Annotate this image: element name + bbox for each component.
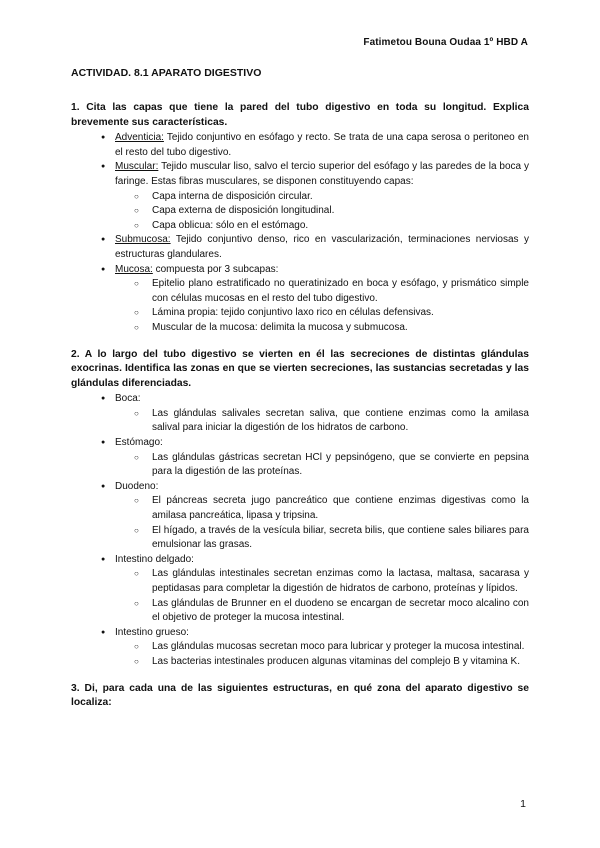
zone-sublist <box>115 494 529 552</box>
zone-boca <box>115 392 529 436</box>
list-item: ○ Las glándulas gástricas secretan HCl y pepsinógeno, que se convierte en pepsina para la digestión de las proteínas. <box>152 451 529 480</box>
list-item: ○ Las glándulas de Brunner en el duodeno se encargan de secretar moco alcalino con el objetivo de proteger la mucosa intestinal. <box>152 597 529 626</box>
zone-sublist <box>115 407 529 436</box>
list-item: ○ El páncreas secreta jugo pancreático que contiene enzimas digestivas como la amilasa pancreática, lipasa y tripsina. <box>152 494 529 523</box>
layer-text: compuesta por 3 subcapas: <box>152 263 279 275</box>
layer-submucosa <box>115 233 529 262</box>
layers-list <box>71 131 529 335</box>
layer-muscular <box>115 160 529 233</box>
list-item: ○ Las glándulas salivales secretan saliva, que contiene enzimas como la amilasa salival para iniciar la digestión de los hidratos de carbono. <box>152 407 529 436</box>
list-item: ○ Epitelio plano estratificado no queratinizado en boca y esófago, y prismático simple con células mucosas en el resto del tubo digestivo. <box>152 277 529 306</box>
layer-text: Tejido muscular liso, salvo el tercio superior del esófago y las paredes de la boca y faringe. Estas fibras musculares, se disponen constituyendo capas: <box>115 161 529 187</box>
zone-sublist <box>115 567 529 625</box>
list-item: ○ Las glándulas intestinales secretan enzimas como la lactasa, maltasa, sacarasa y peptidasas para completar la digestión de hidratos de carbono, proteínas y lípidos. <box>152 567 529 596</box>
question-3: 3. Di, para cada una de las siguientes estructuras, en qué zona del aparato digestivo se localiza: <box>71 682 529 709</box>
secretions-list <box>71 392 529 669</box>
zone-intestino-delgado <box>115 553 529 626</box>
list-item: ○ Capa interna de disposición circular. <box>152 190 529 205</box>
list-item: ○ Capa oblicua: sólo en el estómago. <box>152 219 529 234</box>
layer-adventicia <box>115 131 529 160</box>
zone-estomago <box>115 436 529 480</box>
layer-term: Muscular: <box>115 161 159 173</box>
zone-label: Duodeno: <box>115 480 159 492</box>
page-number: 1 <box>520 798 526 810</box>
zone-label: Boca: <box>115 393 141 405</box>
zone-label: Intestino grueso: <box>115 626 189 638</box>
layer-text: Tejido conjuntivo en esófago y recto. Se trata de una capa serosa o peritoneo en el resto del tubo digestivo. <box>115 132 529 158</box>
layer-term: Submucosa: <box>115 234 171 246</box>
muscular-sublist <box>115 190 529 234</box>
mucosa-sublist <box>115 277 529 335</box>
list-item: ○ Capa externa de disposición longitudinal. <box>152 204 529 219</box>
question-2: 2. A lo largo del tubo digestivo se vierten en él las secreciones de distintas glándulas exocrinas. Identifica las zonas en que se vierten secreciones, las sustancias secretadas y las glándulas diferenciadas. <box>71 348 529 389</box>
zone-sublist <box>115 640 529 669</box>
document-body <box>71 67 529 711</box>
list-item: ○ El hígado, a través de la vesícula biliar, secreta bilis, que contiene sales biliares para emulsionar las grasas. <box>152 524 529 553</box>
list-item: ○ Muscular de la mucosa: delimita la mucosa y submucosa. <box>152 321 529 336</box>
activity-title: ACTIVIDAD. 8.1 APARATO DIGESTIVO <box>71 67 262 79</box>
document-header-author: Fatimetou Bouna Oudaa 1º HBD A <box>363 37 528 48</box>
zone-sublist <box>115 451 529 480</box>
list-item: ○ Lámina propia: tejido conjuntivo laxo rico en células defensivas. <box>152 306 529 321</box>
list-item: ○ Las glándulas mucosas secretan moco para lubricar y proteger la mucosa intestinal. <box>152 640 529 655</box>
layer-mucosa <box>115 263 529 336</box>
zone-label: Intestino delgado: <box>115 553 194 565</box>
layer-term: Mucosa: <box>115 263 153 275</box>
question-1: 1. Cita las capas que tiene la pared del tubo digestivo en toda su longitud. Explica brevemente sus características. <box>71 102 529 128</box>
zone-intestino-grueso <box>115 626 529 670</box>
list-item: ○ Las bacterias intestinales producen algunas vitaminas del complejo B y vitamina K. <box>152 655 529 670</box>
zone-label: Estómago: <box>115 437 163 449</box>
zone-duodeno <box>115 480 529 553</box>
layer-text: Tejido conjuntivo denso, rico en vascularización, terminaciones nerviosas y estructuras glandulares. <box>115 234 529 260</box>
layer-term: Adventicia: <box>115 132 164 144</box>
